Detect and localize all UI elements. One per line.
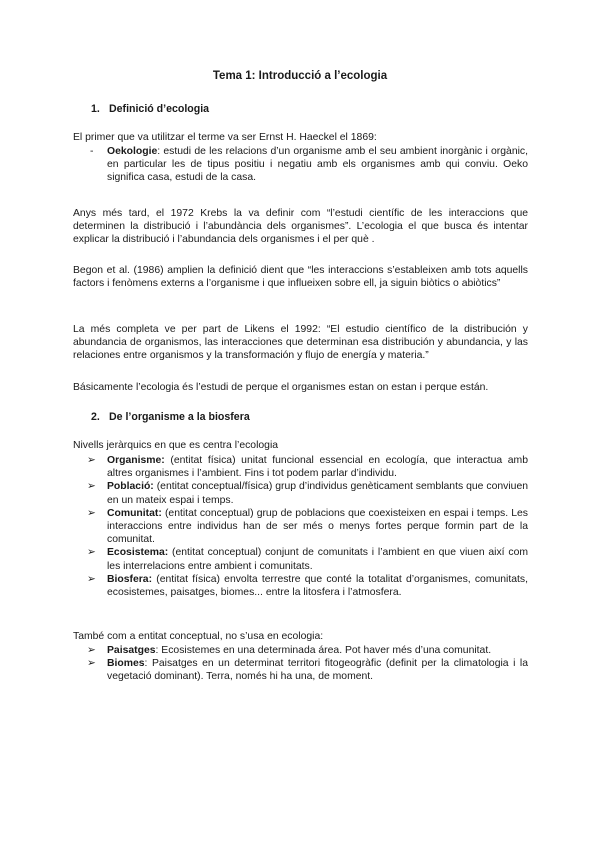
item-paisatges — [73, 644, 528, 657]
level-term: Organisme: — [107, 455, 165, 466]
oekologie-definition: : estudi de les relacions d’un organisme amb el seu ambient inorgànic i orgànic, en particular les de tipus positiu i negatiu amb els organismes amb qui conviu. Oeko significa casa, estudi de la casa. — [107, 146, 528, 184]
level-ecosistema — [73, 546, 528, 572]
hierarchy-levels-list — [73, 454, 528, 599]
level-description: (entitat conceptual/física) grup d’individus genèticament semblants que conviuen en un mateix espai i temps. — [107, 481, 528, 506]
conceptual-intro: També com a entitat conceptual, no s’usa en ecologia: — [73, 631, 324, 642]
section-2-number: 2. — [91, 411, 100, 423]
level-description: (entitat conceptual) conjunt de comunitats i l’ambient en que viuen així com les interrelacions entre ambient i comunitats. — [107, 547, 528, 572]
item-term: Paisatges — [107, 645, 156, 656]
level-term: Biosfera: — [107, 573, 153, 585]
list-item — [73, 145, 528, 185]
arrow-bullet-icon: ➢ — [87, 658, 96, 670]
level-description: (entitat física) unitat funcional essencial en ecología, que interactua amb altres organismes i l’ambient. Fins i tot podem parlar d’individu. — [107, 455, 528, 480]
level-description: (entitat conceptual) grup de poblacions que coexisteixen en espai i temps. Les interaccions entre individus han de ser més o menys fortes perque formin part de la comunitat. — [107, 507, 528, 546]
dash-marker: - — [90, 146, 94, 157]
level-description: (entitat física) envolta terrestre que conté la totalitat d’organismes, comunitats, ecosistemes, paisatges, biomes... entre la litosfera i l’atmosfera. — [107, 573, 528, 599]
level-term: Comunitat: — [107, 507, 162, 519]
level-term: Ecosistema: — [107, 547, 169, 559]
section-1-heading — [91, 103, 209, 116]
item-term: Biomes — [107, 658, 145, 670]
section-1-number: 1. — [91, 103, 100, 115]
section-1-title: Definició d’ecologia — [109, 103, 210, 115]
page-title: Tema 1: Introducció a l’ecologia — [212, 70, 388, 82]
level-biosfera — [73, 573, 528, 599]
level-poblacio — [73, 480, 528, 506]
arrow-bullet-icon: ➢ — [87, 547, 96, 559]
paragraph-begon: Begon et al. (1986) amplien la definició dient que “les interaccions s’estableixen amb tots aquells factors i fenòmens externs a l’organisme i que influeixen sobre ell, ja siguin biòtics o abiòtics” — [73, 265, 528, 290]
level-term: Població: — [107, 481, 154, 493]
arrow-bullet-icon: ➢ — [87, 481, 96, 493]
section-2-title: De l’organisme a la biosfera — [109, 411, 250, 423]
level-comunitat — [73, 507, 528, 547]
section-1-intro: El primer que va utilitzar el terme va ser Ernst H. Haeckel el 1869: — [73, 132, 377, 143]
paragraph-likens: La més completa ve per part de Likens el 1992: “El estudio científico de la distribución y abundancia de organismos, las interacciones que determinan esa distribución y abundancia, y las relaciones entre organismos y la transformación y flujo de energía y materia.” — [73, 324, 528, 362]
arrow-bullet-icon: ➢ — [87, 507, 96, 519]
conceptual-list — [73, 644, 528, 684]
item-description: : Paisatges en un determinat territori fitogeogràfic (definit per la climatologia i la vegetació dominant). Terra, només hi ha una, de moment. — [107, 658, 528, 683]
term-oekologie: Oekologie — [107, 146, 158, 157]
level-organisme — [73, 454, 528, 480]
arrow-bullet-icon: ➢ — [87, 573, 96, 585]
paragraph-summary: Básicamente l’ecologia és l’estudi de perque el organismes estan on estan i perque están. — [73, 382, 489, 393]
section-2-heading — [91, 411, 250, 424]
item-description: : Ecosistemes en una determinada área. Pot haver més d’una comunitat. — [155, 645, 492, 656]
oekologie-list — [73, 145, 528, 185]
paragraph-krebs: Anys més tard, el 1972 Krebs la va definir com “l’estudi científic de les interaccions que determinen la distribució i l’abundància dels organismes”. L’ecologia el que busca és intentar explicar la distribució i l’abundancia dels organismes i el per què . — [73, 208, 528, 246]
item-biomes — [73, 657, 528, 683]
arrow-bullet-icon: ➢ — [87, 645, 96, 656]
arrow-bullet-icon: ➢ — [87, 455, 96, 466]
section-2-intro: Nivells jeràrquics en que es centra l’ecologia — [73, 440, 279, 451]
